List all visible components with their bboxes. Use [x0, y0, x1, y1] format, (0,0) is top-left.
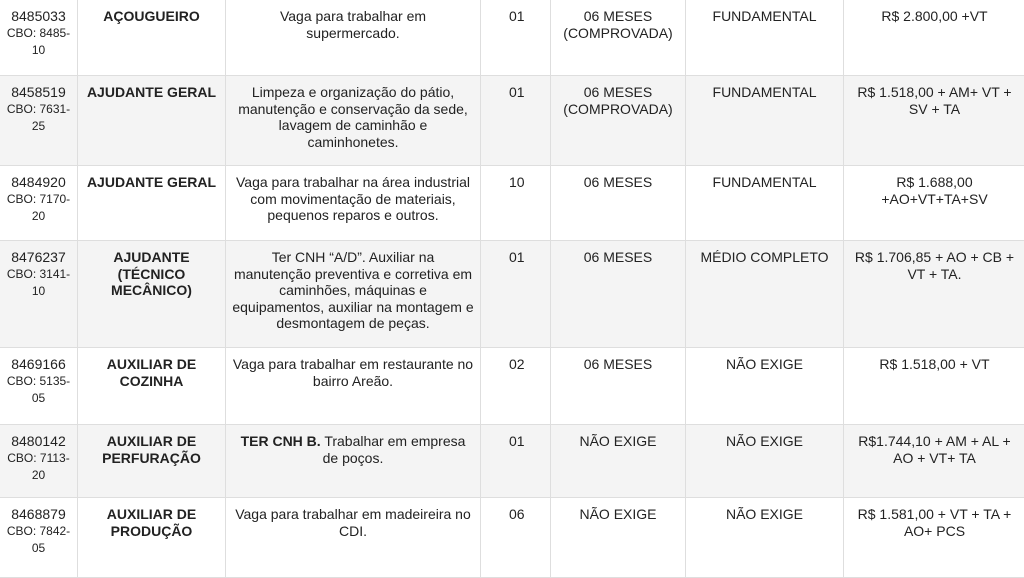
experience-requirement: 06 MESES (COMPROVADA): [551, 0, 686, 76]
job-title: AJUDANTE GERAL: [78, 76, 226, 166]
job-code-cell: [0, 166, 78, 241]
job-code: 8469166: [2, 356, 75, 373]
cbo-code: CBO: 7113-20: [2, 450, 75, 484]
job-code-cell: [0, 425, 78, 498]
vacancy-count: 06: [481, 498, 551, 578]
job-description: [226, 76, 481, 166]
description-text: Vaga para trabalhar na área industrial com movimentação de materiais, pequenos reparos e outros.: [236, 174, 470, 223]
description-text: Vaga para trabalhar em supermercado.: [280, 8, 426, 41]
table-row: [0, 348, 1024, 425]
job-code: 8458519: [2, 84, 75, 101]
job-code: 8468879: [2, 506, 75, 523]
cbo-code: CBO: 3141-10: [2, 266, 75, 300]
table-row: [0, 425, 1024, 498]
description-text: Trabalhar em empresa de poços.: [321, 433, 466, 466]
salary-benefits: R$ 1.581,00 + VT + TA + AO+ PCS: [844, 498, 1024, 578]
experience-requirement: 06 MESES: [551, 348, 686, 425]
education-requirement: FUNDAMENTAL: [686, 76, 844, 166]
cbo-code: CBO: 7842-05: [2, 523, 75, 557]
job-code: 8484920: [2, 174, 75, 191]
job-title: AUXILIAR DE COZINHA: [78, 348, 226, 425]
salary-benefits: R$ 2.800,00 +VT: [844, 0, 1024, 76]
experience-requirement: 06 MESES (COMPROVADA): [551, 76, 686, 166]
job-code-cell: [0, 241, 78, 348]
education-requirement: MÉDIO COMPLETO: [686, 241, 844, 348]
experience-requirement: NÃO EXIGE: [551, 425, 686, 498]
job-title: AJUDANTE (TÉCNICO MECÂNICO): [78, 241, 226, 348]
salary-benefits: R$1.744,10 + AM + AL + AO + VT+ TA: [844, 425, 1024, 498]
vacancy-count: 01: [481, 241, 551, 348]
education-requirement: FUNDAMENTAL: [686, 166, 844, 241]
table-row: [0, 166, 1024, 241]
salary-benefits: R$ 1.706,85 + AO + CB + VT + TA.: [844, 241, 1024, 348]
description-text: Limpeza e organização do pátio, manutenção e conservação da sede, lavagem de caminhão e caminhonetes.: [238, 84, 468, 150]
job-code-cell: [0, 76, 78, 166]
salary-benefits: R$ 1.518,00 + VT: [844, 348, 1024, 425]
cbo-code: CBO: 5135-05: [2, 373, 75, 407]
description-highlight: TER CNH B.: [241, 433, 321, 449]
table-row: [0, 0, 1024, 76]
job-title: AUXILIAR DE PERFURAÇÃO: [78, 425, 226, 498]
education-requirement: NÃO EXIGE: [686, 348, 844, 425]
job-description: [226, 166, 481, 241]
experience-requirement: 06 MESES: [551, 166, 686, 241]
vacancy-count: 01: [481, 0, 551, 76]
job-description: [226, 498, 481, 578]
education-requirement: NÃO EXIGE: [686, 425, 844, 498]
job-description: [226, 241, 481, 348]
vacancy-count: 02: [481, 348, 551, 425]
job-description: [226, 348, 481, 425]
salary-benefits: R$ 1.688,00 +AO+VT+TA+SV: [844, 166, 1024, 241]
job-description: [226, 425, 481, 498]
job-title: AJUDANTE GERAL: [78, 166, 226, 241]
job-code-cell: [0, 498, 78, 578]
vacancy-count: 01: [481, 76, 551, 166]
table-row: [0, 498, 1024, 578]
table-row: [0, 241, 1024, 348]
job-code: 8485033: [2, 8, 75, 25]
vacancy-count: 01: [481, 425, 551, 498]
cbo-code: CBO: 8485-10: [2, 25, 75, 59]
job-description: [226, 0, 481, 76]
table-row: [0, 76, 1024, 166]
job-title: AUXILIAR DE PRODUÇÃO: [78, 498, 226, 578]
education-requirement: NÃO EXIGE: [686, 498, 844, 578]
job-code: 8480142: [2, 433, 75, 450]
description-text: Ter CNH “A/D”. Auxiliar na manutenção preventiva e corretiva em caminhões, máquinas e equipamentos, auxiliar na montagem e desmontagem de peças.: [232, 249, 473, 331]
job-code: 8476237: [2, 249, 75, 266]
experience-requirement: NÃO EXIGE: [551, 498, 686, 578]
vacancy-count: 10: [481, 166, 551, 241]
education-requirement: FUNDAMENTAL: [686, 0, 844, 76]
experience-requirement: 06 MESES: [551, 241, 686, 348]
job-code-cell: [0, 348, 78, 425]
cbo-code: CBO: 7631-25: [2, 101, 75, 135]
description-text: Vaga para trabalhar em restaurante no bairro Areão.: [233, 356, 473, 389]
salary-benefits: R$ 1.518,00 + AM+ VT + SV + TA: [844, 76, 1024, 166]
description-text: Vaga para trabalhar em madeireira no CDI.: [235, 506, 471, 539]
job-code-cell: [0, 0, 78, 76]
cbo-code: CBO: 7170-20: [2, 191, 75, 225]
job-title: AÇOUGUEIRO: [78, 0, 226, 76]
